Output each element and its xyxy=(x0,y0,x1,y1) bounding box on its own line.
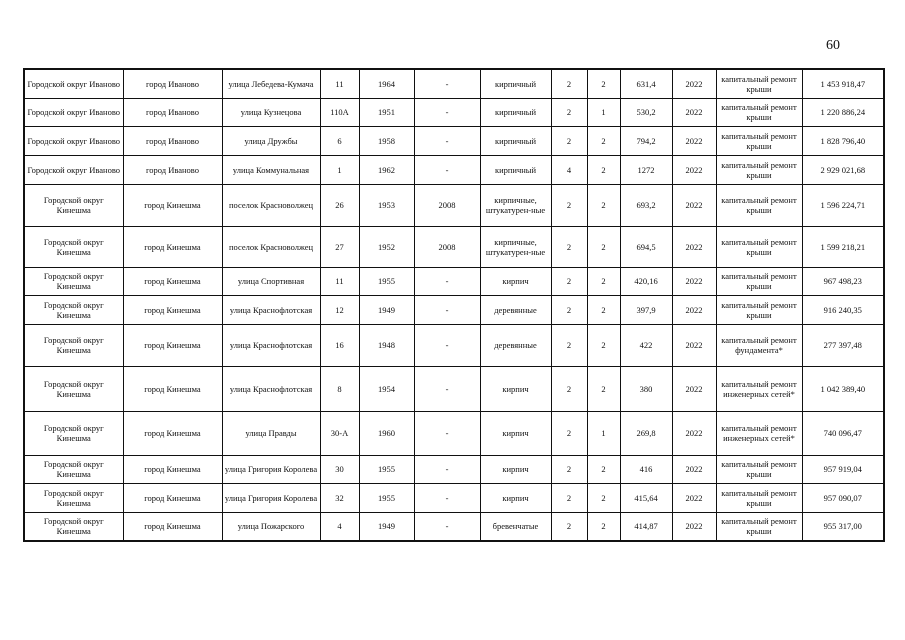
repair-year-cell: 2022 xyxy=(672,483,716,512)
house-number-cell: 1 xyxy=(320,155,359,184)
repair-type-cell: капитальный ремонт инженерных сетей* xyxy=(716,366,802,411)
wall-material-cell: деревянные xyxy=(480,295,551,324)
city-cell: город Кинешма xyxy=(123,455,222,483)
entrances-cell: 2 xyxy=(587,184,620,226)
table-row xyxy=(24,226,884,267)
repair-year-cell: 2022 xyxy=(672,69,716,98)
repair-type-cell: капитальный ремонт крыши xyxy=(716,455,802,483)
floors-cell: 2 xyxy=(551,184,587,226)
district-cell: Городской округ Кинешма xyxy=(24,324,123,366)
table-row xyxy=(24,184,884,226)
floors-cell: 2 xyxy=(551,324,587,366)
repair-year-cell: 2022 xyxy=(672,411,716,455)
page-number: 60 xyxy=(826,38,840,53)
entrances-cell: 2 xyxy=(587,324,620,366)
city-cell: город Кинешма xyxy=(123,366,222,411)
build-year-cell: 1955 xyxy=(359,267,414,295)
repair-year-cell: 2022 xyxy=(672,155,716,184)
reconstruction-year-cell: 2008 xyxy=(414,226,480,267)
build-year-cell: 1955 xyxy=(359,455,414,483)
house-number-cell: 16 xyxy=(320,324,359,366)
repair-year-cell: 2022 xyxy=(672,126,716,155)
city-cell: город Кинешма xyxy=(123,512,222,541)
wall-material-cell: кирпичный xyxy=(480,98,551,126)
repair-year-cell: 2022 xyxy=(672,324,716,366)
wall-material-cell: кирпич xyxy=(480,366,551,411)
district-cell: Городской округ Иваново xyxy=(24,155,123,184)
street-cell: улица Григория Королева xyxy=(222,483,320,512)
table-row xyxy=(24,483,884,512)
street-cell: улица Краснофлотская xyxy=(222,366,320,411)
repair-type-cell: капитальный ремонт крыши xyxy=(716,267,802,295)
entrances-cell: 2 xyxy=(587,483,620,512)
wall-material-cell: кирпичные, штукатурен-ные xyxy=(480,184,551,226)
area-cell: 269,8 xyxy=(620,411,672,455)
repair-type-cell: капитальный ремонт крыши xyxy=(716,98,802,126)
repair-type-cell: капитальный ремонт крыши xyxy=(716,295,802,324)
build-year-cell: 1949 xyxy=(359,295,414,324)
cost-cell: 1 828 796,40 xyxy=(802,126,884,155)
area-cell: 631,4 xyxy=(620,69,672,98)
floors-cell: 2 xyxy=(551,411,587,455)
floors-cell: 2 xyxy=(551,98,587,126)
floors-cell: 2 xyxy=(551,512,587,541)
entrances-cell: 2 xyxy=(587,455,620,483)
house-number-cell: 4 xyxy=(320,512,359,541)
city-cell: город Кинешма xyxy=(123,295,222,324)
street-cell: улица Кузнецова xyxy=(222,98,320,126)
build-year-cell: 1949 xyxy=(359,512,414,541)
entrances-cell: 2 xyxy=(587,155,620,184)
area-cell: 415,64 xyxy=(620,483,672,512)
street-cell: улица Дружбы xyxy=(222,126,320,155)
city-cell: город Иваново xyxy=(123,126,222,155)
reconstruction-year-cell: 2008 xyxy=(414,184,480,226)
entrances-cell: 2 xyxy=(587,267,620,295)
wall-material-cell: кирпич xyxy=(480,455,551,483)
reconstruction-year-cell: - xyxy=(414,324,480,366)
table-row xyxy=(24,411,884,455)
district-cell: Городской округ Кинешма xyxy=(24,455,123,483)
area-cell: 397,9 xyxy=(620,295,672,324)
reconstruction-year-cell: - xyxy=(414,366,480,411)
house-number-cell: 110А xyxy=(320,98,359,126)
repair-type-cell: капитальный ремонт крыши xyxy=(716,226,802,267)
street-cell: улица Краснофлотская xyxy=(222,324,320,366)
house-number-cell: 8 xyxy=(320,366,359,411)
house-number-cell: 11 xyxy=(320,69,359,98)
repair-type-cell: капитальный ремонт крыши xyxy=(716,184,802,226)
table-row xyxy=(24,98,884,126)
street-cell: улица Коммунальная xyxy=(222,155,320,184)
area-cell: 693,2 xyxy=(620,184,672,226)
house-number-cell: 30-А xyxy=(320,411,359,455)
repair-year-cell: 2022 xyxy=(672,366,716,411)
table-row xyxy=(24,267,884,295)
cost-cell: 1 596 224,71 xyxy=(802,184,884,226)
build-year-cell: 1952 xyxy=(359,226,414,267)
repair-year-cell: 2022 xyxy=(672,295,716,324)
entrances-cell: 2 xyxy=(587,512,620,541)
floors-cell: 2 xyxy=(551,455,587,483)
cost-cell: 967 498,23 xyxy=(802,267,884,295)
cost-cell: 2 929 021,68 xyxy=(802,155,884,184)
repair-type-cell: капитальный ремонт крыши xyxy=(716,483,802,512)
repair-type-cell: капитальный ремонт инженерных сетей* xyxy=(716,411,802,455)
district-cell: Городской округ Иваново xyxy=(24,126,123,155)
area-cell: 414,87 xyxy=(620,512,672,541)
district-cell: Городской округ Кинешма xyxy=(24,366,123,411)
floors-cell: 2 xyxy=(551,69,587,98)
cost-cell: 1 042 389,40 xyxy=(802,366,884,411)
cost-cell: 955 317,00 xyxy=(802,512,884,541)
district-cell: Городской округ Кинешма xyxy=(24,295,123,324)
table-row xyxy=(24,324,884,366)
cost-cell: 740 096,47 xyxy=(802,411,884,455)
reconstruction-year-cell: - xyxy=(414,411,480,455)
district-cell: Городской округ Кинешма xyxy=(24,411,123,455)
area-cell: 422 xyxy=(620,324,672,366)
street-cell: улица Краснофлотская xyxy=(222,295,320,324)
repair-year-cell: 2022 xyxy=(672,267,716,295)
floors-cell: 2 xyxy=(551,226,587,267)
house-number-cell: 27 xyxy=(320,226,359,267)
repair-type-cell: капитальный ремонт фундамента* xyxy=(716,324,802,366)
cost-cell: 1 220 886,24 xyxy=(802,98,884,126)
district-cell: Городской округ Иваново xyxy=(24,69,123,98)
build-year-cell: 1960 xyxy=(359,411,414,455)
reconstruction-year-cell: - xyxy=(414,512,480,541)
build-year-cell: 1948 xyxy=(359,324,414,366)
table-row xyxy=(24,455,884,483)
floors-cell: 2 xyxy=(551,483,587,512)
table-row xyxy=(24,512,884,541)
floors-cell: 2 xyxy=(551,267,587,295)
city-cell: город Кинешма xyxy=(123,411,222,455)
repair-year-cell: 2022 xyxy=(672,512,716,541)
floors-cell: 2 xyxy=(551,295,587,324)
wall-material-cell: бревенчатые xyxy=(480,512,551,541)
table-row xyxy=(24,295,884,324)
entrances-cell: 1 xyxy=(587,411,620,455)
entrances-cell: 2 xyxy=(587,126,620,155)
street-cell: улица Григория Королева xyxy=(222,455,320,483)
area-cell: 420,16 xyxy=(620,267,672,295)
build-year-cell: 1955 xyxy=(359,483,414,512)
repair-type-cell: капитальный ремонт крыши xyxy=(716,69,802,98)
wall-material-cell: кирпич xyxy=(480,483,551,512)
cost-cell: 1 599 218,21 xyxy=(802,226,884,267)
district-cell: Городской округ Кинешма xyxy=(24,226,123,267)
city-cell: город Иваново xyxy=(123,69,222,98)
build-year-cell: 1964 xyxy=(359,69,414,98)
repair-type-cell: капитальный ремонт крыши xyxy=(716,512,802,541)
district-cell: Городской округ Иваново xyxy=(24,98,123,126)
entrances-cell: 1 xyxy=(587,98,620,126)
wall-material-cell: кирпичный xyxy=(480,126,551,155)
house-number-cell: 32 xyxy=(320,483,359,512)
city-cell: город Кинешма xyxy=(123,184,222,226)
cost-cell: 277 397,48 xyxy=(802,324,884,366)
house-number-cell: 30 xyxy=(320,455,359,483)
street-cell: улица Лебедева-Кумача xyxy=(222,69,320,98)
reconstruction-year-cell: - xyxy=(414,455,480,483)
area-cell: 1272 xyxy=(620,155,672,184)
area-cell: 380 xyxy=(620,366,672,411)
house-number-cell: 12 xyxy=(320,295,359,324)
build-year-cell: 1951 xyxy=(359,98,414,126)
repair-type-cell: капитальный ремонт крыши xyxy=(716,126,802,155)
cost-cell: 1 453 918,47 xyxy=(802,69,884,98)
table-row xyxy=(24,69,884,98)
reconstruction-year-cell: - xyxy=(414,483,480,512)
house-number-cell: 11 xyxy=(320,267,359,295)
entrances-cell: 2 xyxy=(587,69,620,98)
repair-type-cell: капитальный ремонт крыши xyxy=(716,155,802,184)
street-cell: поселок Красноволжец xyxy=(222,184,320,226)
cost-cell: 957 090,07 xyxy=(802,483,884,512)
table-row xyxy=(24,155,884,184)
reconstruction-year-cell: - xyxy=(414,267,480,295)
floors-cell: 2 xyxy=(551,366,587,411)
city-cell: город Иваново xyxy=(123,155,222,184)
table-row xyxy=(24,126,884,155)
city-cell: город Иваново xyxy=(123,98,222,126)
build-year-cell: 1953 xyxy=(359,184,414,226)
street-cell: улица Пожарского xyxy=(222,512,320,541)
street-cell: поселок Красноволжец xyxy=(222,226,320,267)
wall-material-cell: деревянные xyxy=(480,324,551,366)
area-cell: 416 xyxy=(620,455,672,483)
house-number-cell: 26 xyxy=(320,184,359,226)
repair-year-cell: 2022 xyxy=(672,455,716,483)
district-cell: Городской округ Кинешма xyxy=(24,483,123,512)
floors-cell: 2 xyxy=(551,126,587,155)
entrances-cell: 2 xyxy=(587,295,620,324)
wall-material-cell: кирпичный xyxy=(480,155,551,184)
district-cell: Городской округ Кинешма xyxy=(24,267,123,295)
cost-cell: 957 919,04 xyxy=(802,455,884,483)
repair-year-cell: 2022 xyxy=(672,184,716,226)
repair-year-cell: 2022 xyxy=(672,226,716,267)
build-year-cell: 1954 xyxy=(359,366,414,411)
area-cell: 694,5 xyxy=(620,226,672,267)
repair-year-cell: 2022 xyxy=(672,98,716,126)
reconstruction-year-cell: - xyxy=(414,155,480,184)
street-cell: улица Спортивная xyxy=(222,267,320,295)
wall-material-cell: кирпич xyxy=(480,411,551,455)
area-cell: 794,2 xyxy=(620,126,672,155)
house-number-cell: 6 xyxy=(320,126,359,155)
city-cell: город Кинешма xyxy=(123,483,222,512)
floors-cell: 4 xyxy=(551,155,587,184)
street-cell: улица Правды xyxy=(222,411,320,455)
table-row xyxy=(24,366,884,411)
entrances-cell: 2 xyxy=(587,366,620,411)
housing-repair-table xyxy=(23,68,885,542)
build-year-cell: 1958 xyxy=(359,126,414,155)
area-cell: 530,2 xyxy=(620,98,672,126)
reconstruction-year-cell: - xyxy=(414,126,480,155)
wall-material-cell: кирпич xyxy=(480,267,551,295)
cost-cell: 916 240,35 xyxy=(802,295,884,324)
entrances-cell: 2 xyxy=(587,226,620,267)
reconstruction-year-cell: - xyxy=(414,69,480,98)
reconstruction-year-cell: - xyxy=(414,98,480,126)
district-cell: Городской округ Кинешма xyxy=(24,512,123,541)
city-cell: город Кинешма xyxy=(123,267,222,295)
reconstruction-year-cell: - xyxy=(414,295,480,324)
wall-material-cell: кирпичный xyxy=(480,69,551,98)
district-cell: Городской округ Кинешма xyxy=(24,184,123,226)
city-cell: город Кинешма xyxy=(123,226,222,267)
city-cell: город Кинешма xyxy=(123,324,222,366)
table-body xyxy=(24,69,884,541)
wall-material-cell: кирпичные, штукатурен-ные xyxy=(480,226,551,267)
build-year-cell: 1962 xyxy=(359,155,414,184)
